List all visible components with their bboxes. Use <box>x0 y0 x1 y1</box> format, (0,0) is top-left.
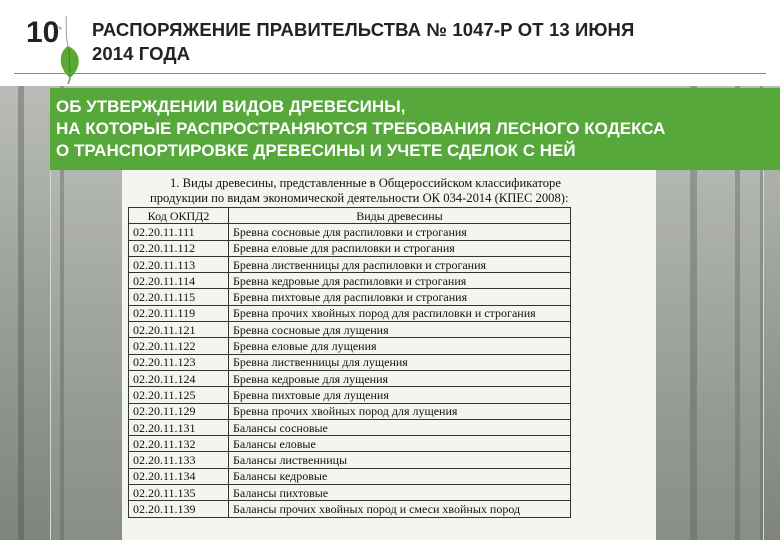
table-row <box>129 419 571 435</box>
table-row <box>129 322 571 338</box>
table-row <box>129 354 571 370</box>
okpd-code-cell: 02.20.11.111 <box>129 224 229 240</box>
okpd-code-cell: 02.20.11.122 <box>129 338 229 354</box>
table-row <box>129 468 571 484</box>
topic-banner-line-1: ОБ УТВЕРЖДЕНИИ ВИДОВ ДРЕВЕСИНЫ, <box>56 97 406 116</box>
topic-banner <box>50 88 780 170</box>
wood-type-cell: Балансы прочих хвойных пород и смеси хвойных пород <box>229 501 571 517</box>
okpd-code-cell: 02.20.11.115 <box>129 289 229 305</box>
table-row <box>129 224 571 240</box>
wood-type-cell: Бревна сосновые для распиловки и строгания <box>229 224 571 240</box>
okpd-code-cell: 02.20.11.139 <box>129 501 229 517</box>
table-row <box>129 305 571 321</box>
wood-type-cell: Бревна лиственницы для лущения <box>229 354 571 370</box>
table-row <box>129 370 571 386</box>
okpd-code-cell: 02.20.11.132 <box>129 436 229 452</box>
table-row <box>129 273 571 289</box>
okpd-code-cell: 02.20.11.134 <box>129 468 229 484</box>
table-row <box>129 240 571 256</box>
okpd-code-cell: 02.20.11.121 <box>129 322 229 338</box>
wood-type-cell: Бревна кедровые для распиловки и строгания <box>229 273 571 289</box>
topic-banner-line-2: НА КОТОРЫЕ РАСПРОСТРАНЯЮТСЯ ТРЕБОВАНИЯ ЛЕСНОГО КОДЕКСА <box>56 119 666 138</box>
wood-type-cell: Балансы кедровые <box>229 468 571 484</box>
slide-number: 10 <box>26 16 60 49</box>
table-row <box>129 338 571 354</box>
header-divider <box>14 73 766 74</box>
okpd-code-cell: 02.20.11.114 <box>129 273 229 289</box>
topic-banner-line-3: О ТРАНСПОРТИРОВКЕ ДРЕВЕСИНЫ И УЧЕТЕ СДЕЛОК С НЕЙ <box>56 141 576 160</box>
wood-type-cell: Бревна прочих хвойных пород для распиловки и строгания <box>229 305 571 321</box>
okpd-code-cell: 02.20.11.133 <box>129 452 229 468</box>
okpd-code-cell: 02.20.11.135 <box>129 485 229 501</box>
wood-type-cell: Бревна еловые для лущения <box>229 338 571 354</box>
wood-type-cell: Бревна прочих хвойных пород для лущения <box>229 403 571 419</box>
wood-type-cell: Балансы лиственницы <box>229 452 571 468</box>
document-scan <box>122 170 656 540</box>
table-row <box>129 289 571 305</box>
wood-type-cell: Бревна пихтовые для распиловки и строгания <box>229 289 571 305</box>
okpd-code-cell: 02.20.11.125 <box>129 387 229 403</box>
table-body <box>129 224 571 517</box>
wood-type-cell: Балансы пихтовые <box>229 485 571 501</box>
wood-type-cell: Балансы еловые <box>229 436 571 452</box>
document-heading-line-1: 1. Виды древесины, представленные в Общероссийском классификаторе <box>170 176 561 190</box>
wood-type-cell: Бревна пихтовые для лущения <box>229 387 571 403</box>
okpd-code-cell: 02.20.11.129 <box>129 403 229 419</box>
table-row <box>129 436 571 452</box>
wood-types-table <box>128 207 571 518</box>
table-row <box>129 452 571 468</box>
column-header-code: Код ОКПД2 <box>129 208 229 224</box>
slide-title <box>92 18 752 66</box>
table-header-row <box>129 208 571 224</box>
document-heading-line-2: продукции по видам экономической деятельности ОК 034-2014 (КПЕС 2008): <box>150 191 569 205</box>
okpd-code-cell: 02.20.11.131 <box>129 419 229 435</box>
slide-title-line-1: РАСПОРЯЖЕНИЕ ПРАВИТЕЛЬСТВА № 1047-Р ОТ 13 ИЮНЯ <box>92 19 635 40</box>
wood-type-cell: Бревна сосновые для лущения <box>229 322 571 338</box>
document-heading <box>150 176 650 206</box>
okpd-code-cell: 02.20.11.123 <box>129 354 229 370</box>
table-row <box>129 485 571 501</box>
table-row <box>129 501 571 517</box>
column-header-wood-type: Виды древесины <box>229 208 571 224</box>
table-row <box>129 256 571 272</box>
table-row <box>129 387 571 403</box>
slide-title-line-2: 2014 ГОДА <box>92 43 191 64</box>
table-row <box>129 403 571 419</box>
wood-type-cell: Бревна лиственницы для распиловки и строгания <box>229 256 571 272</box>
okpd-code-cell: 02.20.11.113 <box>129 256 229 272</box>
okpd-code-cell: 02.20.11.112 <box>129 240 229 256</box>
okpd-code-cell: 02.20.11.119 <box>129 305 229 321</box>
wood-type-cell: Бревна еловые для распиловки и строгания <box>229 240 571 256</box>
wood-type-cell: Балансы сосновые <box>229 419 571 435</box>
slide-header <box>0 0 780 86</box>
wood-type-cell: Бревна кедровые для лущения <box>229 370 571 386</box>
okpd-code-cell: 02.20.11.124 <box>129 370 229 386</box>
